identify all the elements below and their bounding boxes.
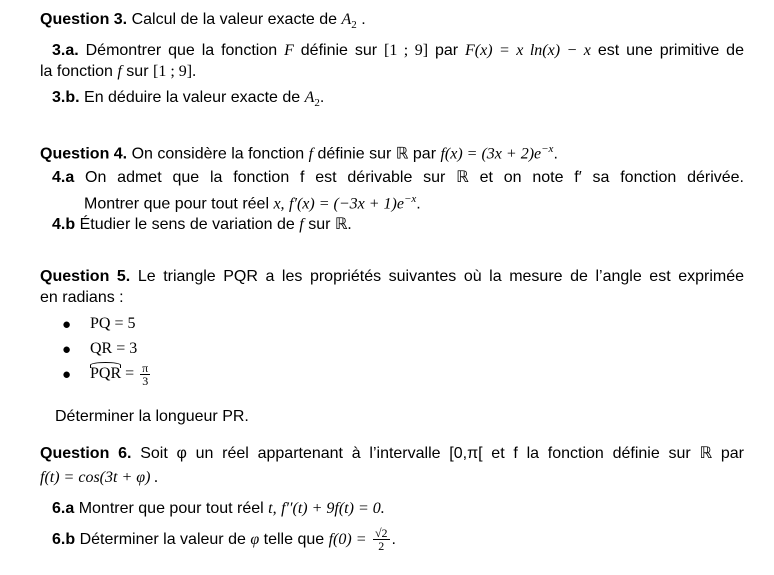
- q6b-label: 6.b: [52, 531, 76, 548]
- q4-R: ℝ: [395, 145, 409, 163]
- bullet-icon: ●: [62, 316, 72, 333]
- q3-text: Calcul de la valeur exacte de: [131, 11, 338, 28]
- q6-heading: [40, 444, 744, 464]
- q3a-t2: définie sur: [300, 42, 378, 59]
- q4b-text: Étudier le sens de variation de: [79, 216, 295, 233]
- q6b-frac-den: 2: [378, 539, 385, 554]
- q6b-formula: f(0) =: [328, 531, 367, 548]
- q4a-x: x,: [273, 195, 285, 213]
- q5-item-pq: PQ = 5: [90, 315, 136, 332]
- q5-angle-eq: =: [125, 365, 135, 382]
- q4-label: Question 4.: [40, 145, 128, 163]
- q5-conclusion: [55, 407, 249, 427]
- q5-text1: Le triangle PQR a les propriétés suivantes où la mesure de l’angle est exprimée: [137, 268, 745, 285]
- q6b-t2: telle que: [263, 531, 325, 548]
- q4b-t2: sur: [308, 216, 331, 233]
- q3a-t6: sur: [126, 63, 149, 80]
- q3a-interval2: [1 ; 9].: [152, 63, 197, 80]
- q3a-formula: F(x) = x ln(x) − x: [465, 42, 591, 59]
- q6b-line: [52, 524, 396, 556]
- q6b-frac: [373, 527, 390, 552]
- q3a-t3: par: [434, 42, 459, 59]
- q4a-formula: f′(x) = (−3x + 1)e: [289, 195, 404, 213]
- q4-end: .: [553, 145, 558, 163]
- q6b-phi: φ: [250, 531, 260, 548]
- q5-text2: en radians :: [40, 289, 124, 306]
- q4a-end: .: [416, 195, 421, 213]
- q6a-t: t,: [268, 500, 277, 517]
- q3a-t4: est une primitive de: [597, 42, 744, 59]
- q4b-R: ℝ.: [334, 216, 352, 233]
- q3a-line1: [40, 41, 744, 61]
- q4-f: f: [308, 145, 314, 163]
- q5-item-qr: QR = 3: [90, 340, 138, 357]
- q4-t2: définie sur: [317, 145, 392, 163]
- q3a-line2: [40, 62, 196, 82]
- q3-label: Question 3.: [40, 11, 128, 28]
- q3a-f: f: [117, 63, 122, 80]
- q3b-end: .: [319, 89, 325, 106]
- q4-formula: f(x) = (3x + 2)e: [440, 145, 542, 163]
- q5-heading: [40, 267, 744, 287]
- q6a-label: 6.a: [52, 500, 75, 517]
- q6a-text: Montrer que pour tout réel: [78, 500, 264, 517]
- q5-angle-frac: [140, 362, 150, 387]
- q6-formula: f(t) = cos(3t + φ) .: [40, 469, 159, 486]
- q3b-var: A: [304, 89, 315, 106]
- q6-label: Question 6.: [40, 445, 132, 462]
- q4a-exp: −x: [403, 193, 417, 205]
- q5-item-angle: [90, 360, 152, 388]
- q4b-line: [52, 215, 352, 235]
- q5-text2-line: [40, 288, 124, 308]
- q4a-line2a: Montrer que pour tout réel: [84, 195, 269, 213]
- q3-heading: [40, 10, 366, 35]
- q4-t3: par: [412, 145, 437, 163]
- q5-angle: PQR: [90, 360, 121, 388]
- q5-label: Question 5.: [40, 268, 131, 285]
- q6b-text: Déterminer la valeur de: [79, 531, 246, 548]
- q3a-F: F: [284, 42, 294, 59]
- q6-text1: Soit φ un réel appartenant à l’intervalle [0,π[ et f la fonction définie sur ℝ par: [140, 445, 744, 462]
- q3-end: .: [361, 11, 366, 28]
- q6b-frac-num: √2: [374, 526, 388, 541]
- bullet-icon: ●: [62, 341, 72, 358]
- q5-frac-num: π: [142, 360, 149, 375]
- q3a-t5: la fonction: [40, 63, 113, 80]
- q3b-label: 3.b.: [52, 89, 80, 106]
- q4b-label: 4.b: [52, 216, 76, 233]
- q3-var: A: [341, 11, 352, 28]
- q3b-text: En déduire la valeur exacte de: [84, 89, 301, 106]
- q4a-label: 4.a: [52, 169, 75, 186]
- q3a-interval1: [1 ; 9]: [383, 42, 429, 59]
- q6a-formula: f′′(t) + 9f(t) = 0.: [281, 500, 385, 517]
- q4b-f: f: [299, 216, 304, 233]
- q4-exp: −x: [541, 143, 554, 155]
- q5-conclusion-text: Déterminer la longueur PR.: [55, 408, 249, 425]
- q4-t1: On considère la fonction: [131, 145, 305, 163]
- q3b-line: [52, 88, 324, 113]
- q4a-line1: [52, 168, 744, 188]
- q4a-line2: [84, 189, 421, 214]
- q4-heading: [40, 139, 558, 164]
- q3a-t1: Démontrer que la fonction: [85, 42, 278, 59]
- q6a-line: [52, 499, 385, 519]
- q4a-text: On admet que la fonction f est dérivable sur ℝ et on note f′ sa fonction dérivée.: [85, 169, 744, 186]
- q3b-sub: 2: [314, 97, 320, 110]
- q5-frac-den: 3: [142, 373, 149, 388]
- q3-sub: 2: [351, 19, 357, 32]
- q3a-label: 3.a.: [52, 42, 79, 59]
- bullet-icon: ●: [62, 366, 72, 383]
- q6b-end: .: [391, 531, 396, 548]
